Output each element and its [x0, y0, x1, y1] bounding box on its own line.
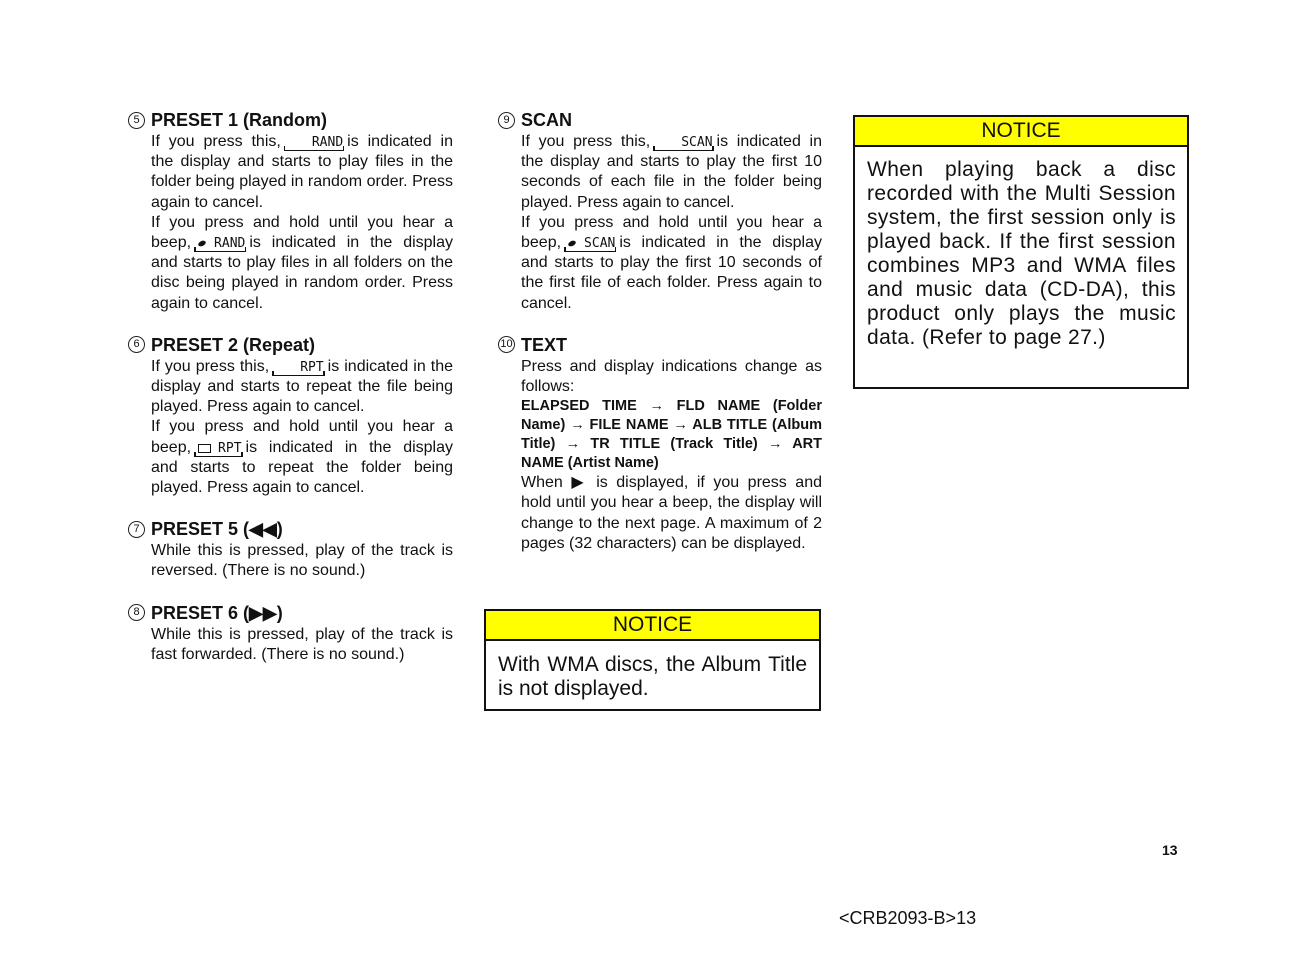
section-body: If you press this, RPT is indicated in the display and starts to repeat the file being played. Press again to cancel. If you press and hold until you hear a beep, RPT is indicated in the display and starts to repeat the folder being played. Press again to cancel.: [151, 357, 453, 497]
section-body: Press and display indications change as follows: ELAPSED TIME → FLD NAME (Folder Name) → FILE NAME → ALB TITLE (Album Title) → TR TITLE (Track Title) → ART NAME (Artist Name) When ▶ is displayed, if you press and hold until you hear a beep, the display will change to the next page. A maximum of 2 pages (32 characters) can be displayed.: [521, 357, 822, 552]
section-text: [498, 333, 822, 554]
section-title: PRESET 1 (Random): [151, 110, 328, 130]
section-body: While this is pressed, play of the track is reversed. (There is no sound.): [151, 542, 453, 580]
notice-box-multisession: [853, 115, 1189, 389]
notice-box-wma: [484, 609, 821, 711]
notice-text: When playing back a disc recorded with the Multi Session system, the first session only is played back. If the first session combines MP3 and WMA files and music data (CD-DA), this product only plays the music data. (Refer to page 27.): [867, 158, 1176, 349]
disc-icon: [197, 240, 206, 248]
display-indicator: RAND: [284, 136, 344, 151]
section-title: PRESET 2 (Repeat): [151, 334, 316, 355]
circled-number: 8: [128, 604, 145, 621]
section-title: PRESET 5 (◀◀): [151, 519, 283, 540]
circled-number: 9: [498, 112, 515, 129]
section-title: TEXT: [521, 334, 568, 355]
circled-number: 7: [128, 521, 145, 538]
notice-text: With WMA discs, the Album Title is not displayed.: [498, 653, 807, 700]
section-preset5-reverse: [128, 517, 453, 581]
folder-icon: [198, 444, 211, 453]
page-number: 13: [1162, 842, 1178, 858]
section-preset1-random: [128, 108, 453, 314]
document-code: <CRB2093-B>13: [839, 908, 977, 928]
notice-header: NOTICE: [486, 611, 819, 641]
circled-number: 10: [498, 336, 515, 353]
circled-number: 6: [128, 336, 145, 353]
notice-header: NOTICE: [855, 117, 1187, 147]
section-body: While this is pressed, play of the track is fast forwarded. (There is no sound.): [151, 625, 453, 663]
display-indicator: RPT: [194, 442, 242, 457]
section-preset2-repeat: [128, 333, 453, 498]
display-indicator: RPT: [272, 361, 324, 376]
section-title: SCAN: [521, 110, 573, 130]
disc-icon: [567, 240, 576, 248]
middle-column: [498, 108, 822, 573]
section-title: PRESET 6 (▶▶): [151, 602, 283, 623]
section-body: If you press this, SCAN is indicated in the display and starts to play the first 10 seconds of each file in the folder being played. Press again to cancel. If you press and hold until you hear a beep, SCAN is indicated in the display and starts to play the first 10 seconds of the first file of each folder. Press again to cancel.: [521, 133, 822, 312]
section-preset6-forward: [128, 601, 453, 665]
display-indicator: SCAN: [564, 237, 616, 252]
circled-number: 5: [128, 112, 145, 129]
left-column: [128, 108, 453, 684]
display-indicator: SCAN: [653, 136, 713, 151]
display-sequence: ELAPSED TIME → FLD NAME (Folder Name) → FILE NAME → ALB TITLE (Album Title) → TR TITLE (Track Title) → ART NAME (Artist Name): [521, 398, 822, 472]
display-indicator: RAND: [194, 237, 246, 252]
section-body: If you press this, RAND is indicated in the display and starts to play files in the folder being played in random order. Press again to cancel. If you press and hold until you hear a beep, RAND is indicated in the display and starts to play files in all folders on the disc being played in random order. Press again to cancel.: [151, 133, 453, 312]
section-scan: [498, 108, 822, 314]
